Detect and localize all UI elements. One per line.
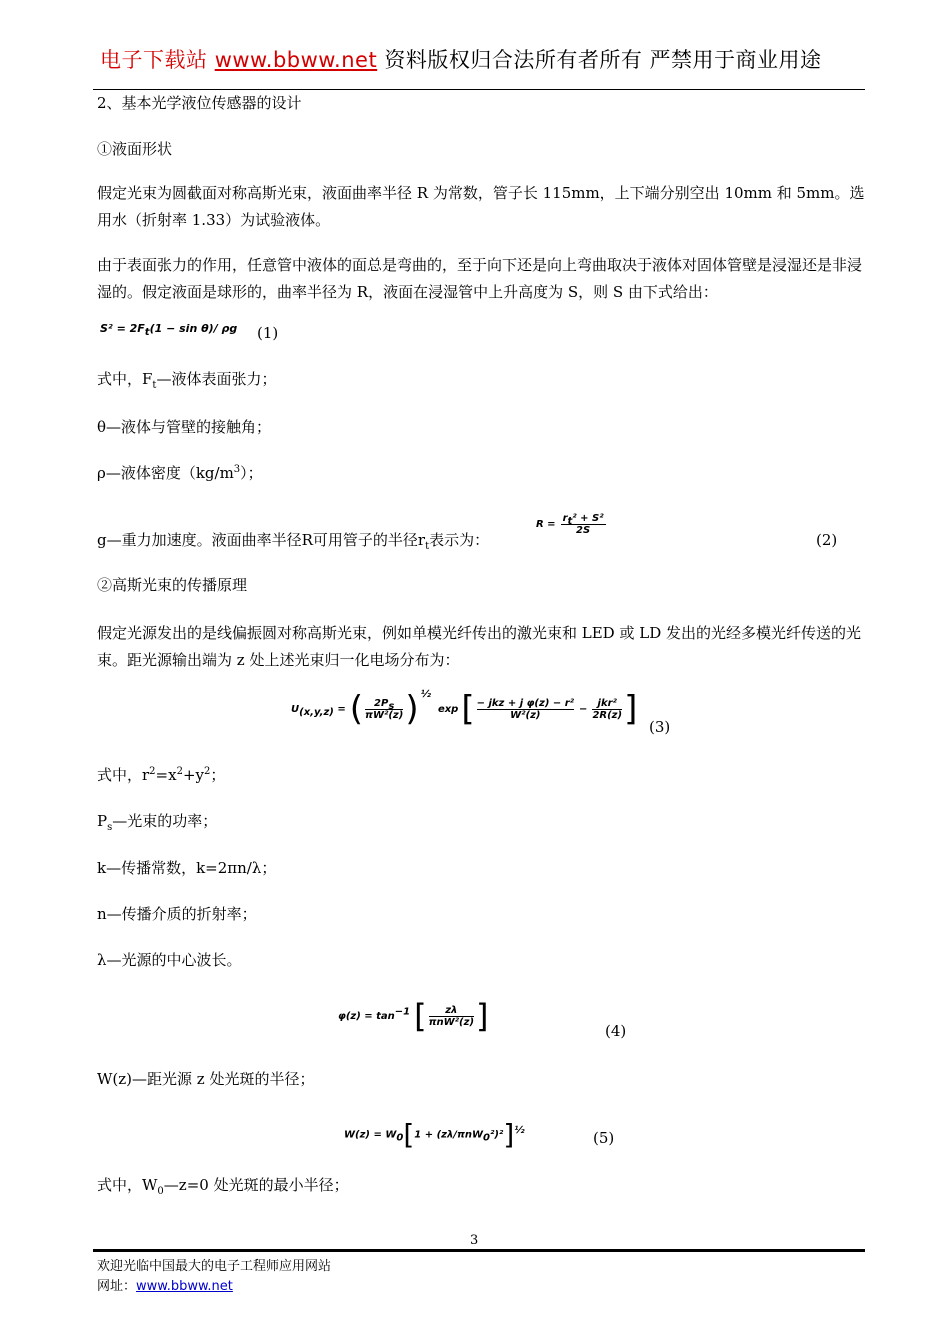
header-copyright-notice: 资料版权归合法所有者所有 严禁用于商业用途 xyxy=(384,48,822,72)
definition-refractive-index: n—传播介质的折射率； xyxy=(97,905,257,923)
equation-2-number: (2) xyxy=(816,531,838,549)
equation-5-number: (5) xyxy=(593,1129,615,1147)
subsection-heading-gaussian-beam: ②高斯光束的传播原理 xyxy=(97,576,248,594)
footer-rule xyxy=(93,1249,865,1252)
definition-density: ρ—液体密度$(kg/m^3)$； xyxy=(97,464,263,482)
definition-wavelength: λ—光源的中心波长。 xyxy=(97,951,242,969)
equation-5-image: $W(z) = W_0[1 + (z\lambda/\pi nW_0^2)^2]^{\frac{1}{2}}$ xyxy=(344,1118,525,1151)
footer-url-line xyxy=(97,1275,233,1294)
definition-contact-angle: θ—液体与管壁的接触角； xyxy=(97,418,272,436)
equation-4-image: $\varphi(z) = \tan^{-1}$ [ zλ πnW²(z) ] xyxy=(338,997,489,1035)
equation-4-number: (4) xyxy=(605,1022,627,1040)
equation-1-number: (1) xyxy=(257,324,279,342)
page-header xyxy=(100,44,822,74)
header-site-name: 电子下载站 xyxy=(100,48,208,72)
subsection-heading-liquid-surface: ①液面形状 xyxy=(97,140,173,158)
section-heading: 2、基本光学液位传感器的设计 xyxy=(97,94,302,112)
definition-gravity: g—重力加速度。液面曲率半径R可用管子的半径$r_t$表示为： xyxy=(97,531,490,552)
definition-spot-radius: W(z)—距光源 z 处光斑的半径； xyxy=(97,1070,315,1088)
definition-beam-power: $P_s—$光束的功率； xyxy=(97,812,218,833)
equation-2-image: R = $r_t^2 + S^2$ 2S xyxy=(536,513,604,536)
footer-url-link[interactable]: www.bbww.net xyxy=(136,1279,233,1294)
page-number: 3 xyxy=(470,1233,479,1248)
paragraph-gaussian-source: 假定光源发出的是线偏振圆对称高斯光束，例如单模光纤传出的激光束和 LED 或 LD 发出的光经多模光纤传送的光束。距光源输出端为 z 处上述光束归一化电场分布为： xyxy=(97,624,862,669)
header-site-link[interactable]: www.bbww.net xyxy=(214,48,378,72)
equation-3-image: $U_{(x,y,z)}$ = ( $2P_s$ πW²(z) ) ½ exp [ − jkz + j φ(z) − r² W²(z) − jkr² 2R(z) ] xyxy=(291,689,638,729)
equation-1-image: $S^2 = 2F_t(1 - \sin \theta)/$ ρg xyxy=(100,322,238,339)
definition-surface-tension: 式中，$F_t—$液体表面张力； xyxy=(97,370,277,391)
paragraph-surface-tension: 由于表面张力的作用，任意管中液体的面总是弯曲的，至于向下还是向上弯曲取决于液体对固体管壁是浸湿还是非浸湿的。假定液面是球形的，曲率半径为 R，液面在浸湿管中上升高度为 S，则 S 由下式给出： xyxy=(97,256,863,301)
paragraph-assumption: 假定光束为圆截面对称高斯光束，液面曲率半径 R 为常数，管子长 115mm，上下端分别空出 10mm 和 5mm。选用水（折射率 1.33）为试验液体。 xyxy=(97,184,865,229)
equation-3-number: (3) xyxy=(649,718,671,736)
footer-url-label: 网址： xyxy=(97,1279,137,1294)
definition-min-spot-radius: 式中，$W_0—z=0$ 处光斑的最小半径； xyxy=(97,1176,349,1197)
definition-propagation-constant: k—传播常数，k=2πn/λ； xyxy=(97,859,277,877)
footer-welcome-text: 欢迎光临中国最大的电子工程师应用网站 xyxy=(97,1259,332,1274)
definition-r-squared: 式中，$r^2=x^2+y^2$； xyxy=(97,766,226,784)
